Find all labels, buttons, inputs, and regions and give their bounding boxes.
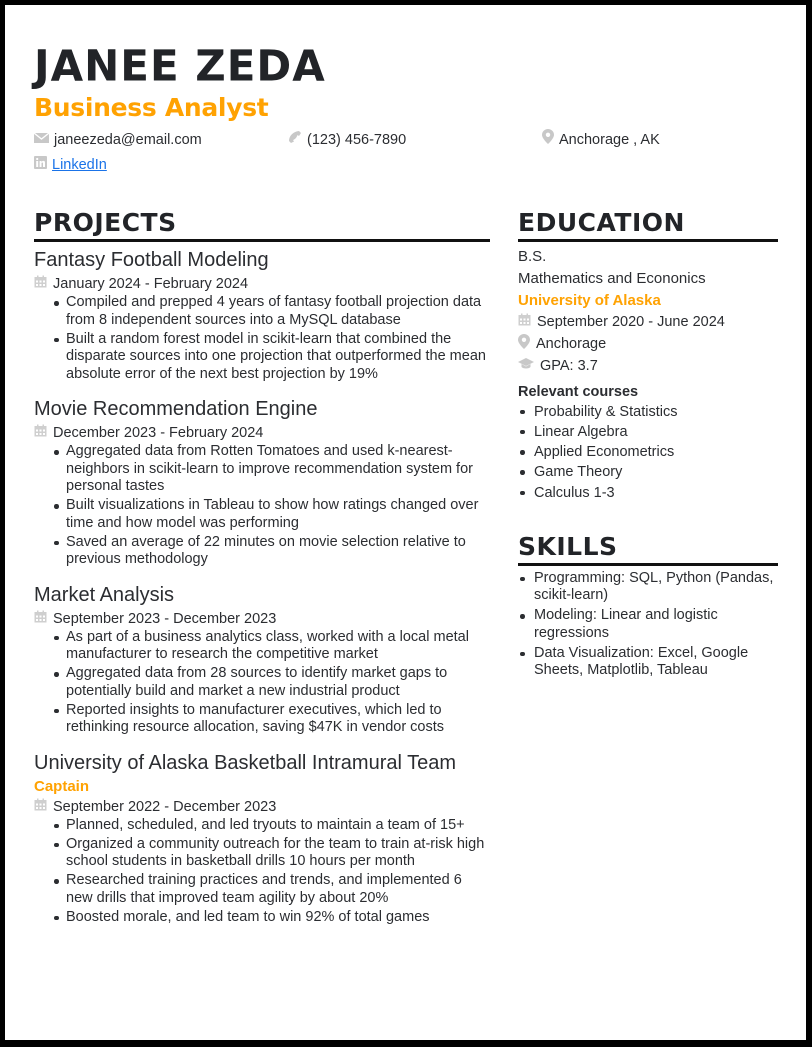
calendar-icon xyxy=(34,609,47,629)
candidate-title: Business Analyst xyxy=(34,93,269,122)
skill-item: Programming: SQL, Python (Pandas, scikit-learn) xyxy=(518,570,778,605)
candidate-name: JANEE ZEDA xyxy=(34,40,326,91)
phone-text: (123) 456-7890 xyxy=(307,132,407,148)
project-entry xyxy=(34,581,490,737)
email-text: janeezeda@email.com xyxy=(54,132,202,148)
gpa-text: GPA: 3.7 xyxy=(540,358,598,374)
bullet-item: As part of a business analytics class, worked with a local metal manufacturer to research the competitive market xyxy=(54,629,490,664)
project-entry xyxy=(34,246,490,383)
project-bullets xyxy=(54,817,490,927)
course-item: Linear Algebra xyxy=(518,422,778,442)
project-name: Fantasy Football Modeling xyxy=(34,249,269,271)
project-name: Market Analysis xyxy=(34,583,175,606)
project-name: University of Alaska Basketball Intramural Team xyxy=(34,751,457,774)
date-range: December 2023 - February 2024 xyxy=(53,425,264,441)
project-role: Captain xyxy=(34,777,90,795)
contact-row-2 xyxy=(34,154,777,179)
education-heading: EDUCATION xyxy=(518,209,778,242)
skill-item: Modeling: Linear and logistic regressions xyxy=(518,607,778,642)
skills-section xyxy=(518,533,778,680)
course-item: Calculus 1-3 xyxy=(518,483,778,503)
course-item: Probability & Statistics xyxy=(518,402,778,422)
project-dates xyxy=(34,423,490,443)
skill-list xyxy=(518,570,778,680)
project-dates xyxy=(34,797,490,817)
bullet-item: Compiled and prepped 4 years of fantasy football projection data from 8 independent sources into a MySQL database xyxy=(54,294,490,329)
location-text: Anchorage xyxy=(536,336,607,352)
bullet-item: Planned, scheduled, and led tryouts to maintain a team of 15+ xyxy=(54,817,490,835)
skill-item: Data Visualization: Excel, Google Sheets, Matplotlib, Tableau xyxy=(518,645,778,680)
bullet-item: Aggregated data from 28 sources to identify market gaps to potentially build and market a new industrial product xyxy=(54,665,490,700)
map-pin-icon xyxy=(542,129,554,151)
contact-phone xyxy=(288,129,406,151)
project-entry xyxy=(34,395,490,569)
bullet-item: Reported insights to manufacturer executives, which led to rethinking resource allocation, saving $47K in vendor costs xyxy=(54,702,490,737)
school-name: University of Alaska xyxy=(518,292,661,309)
contact-row xyxy=(34,129,777,154)
degree: B.S. xyxy=(518,248,547,265)
bullet-item: Saved an average of 22 minutes on movie selection relative to previous methodology xyxy=(54,534,490,569)
education-gpa xyxy=(518,356,778,378)
calendar-icon xyxy=(34,423,47,443)
calendar-icon xyxy=(518,312,531,334)
bullet-item: Organized a community outreach for the team to train at-risk high school students in basketball drills 10 hours per month xyxy=(54,836,490,871)
right-column xyxy=(518,209,778,682)
project-bullets xyxy=(54,629,490,737)
project-name: Movie Recommendation Engine xyxy=(34,398,318,420)
contact-email xyxy=(34,129,202,151)
calendar-icon xyxy=(34,797,47,817)
project-entry xyxy=(34,749,490,927)
skills-heading: SKILLS xyxy=(518,533,778,566)
graduation-cap-icon xyxy=(518,356,534,378)
bullet-item: Researched training practices and trends, and implemented 6 new drills that improved team agility by about 20% xyxy=(54,872,490,907)
date-range: September 2020 - June 2024 xyxy=(537,314,725,330)
project-bullets xyxy=(54,294,490,383)
date-range: September 2022 - December 2023 xyxy=(53,798,277,815)
education-dates xyxy=(518,312,778,334)
map-pin-icon xyxy=(518,334,530,357)
date-range: September 2023 - December 2023 xyxy=(53,610,277,627)
resume-header xyxy=(34,41,777,179)
projects-heading: PROJECTS xyxy=(34,209,490,242)
calendar-icon xyxy=(34,274,47,294)
contact-location xyxy=(542,129,660,151)
envelope-icon xyxy=(34,129,49,151)
left-column xyxy=(34,209,490,938)
linkedin-icon xyxy=(34,154,47,176)
resume-page xyxy=(5,5,806,1040)
major: Mathematics and Econonics xyxy=(518,270,706,287)
project-dates xyxy=(34,609,490,629)
project-bullets xyxy=(54,443,490,569)
education-location xyxy=(518,334,778,357)
bullet-item: Boosted morale, and led team to win 92% of total games xyxy=(54,909,490,927)
bullet-item: Built a random forest model in scikit-learn that combined the disparate sources into one projection that outperformed the mean absolute error of the next best projection by 19% xyxy=(54,331,490,384)
courses-label: Relevant courses xyxy=(518,383,639,400)
course-item: Applied Econometrics xyxy=(518,442,778,462)
date-range: January 2024 - February 2024 xyxy=(53,276,249,292)
phone-icon xyxy=(288,129,302,151)
bullet-item: Built visualizations in Tableau to show how ratings changed over time and how model was performing xyxy=(54,497,490,532)
project-dates xyxy=(34,274,490,294)
linkedin-link[interactable]: LinkedIn xyxy=(52,157,107,173)
bullet-item: Aggregated data from Rotten Tomatoes and used k-nearest-neighbors in scikit-learn to improve recommendation system for personal tastes xyxy=(54,443,490,496)
contact-linkedin xyxy=(34,154,107,176)
location-text: Anchorage , AK xyxy=(559,132,660,148)
course-list xyxy=(518,402,778,503)
course-item: Game Theory xyxy=(518,462,778,482)
